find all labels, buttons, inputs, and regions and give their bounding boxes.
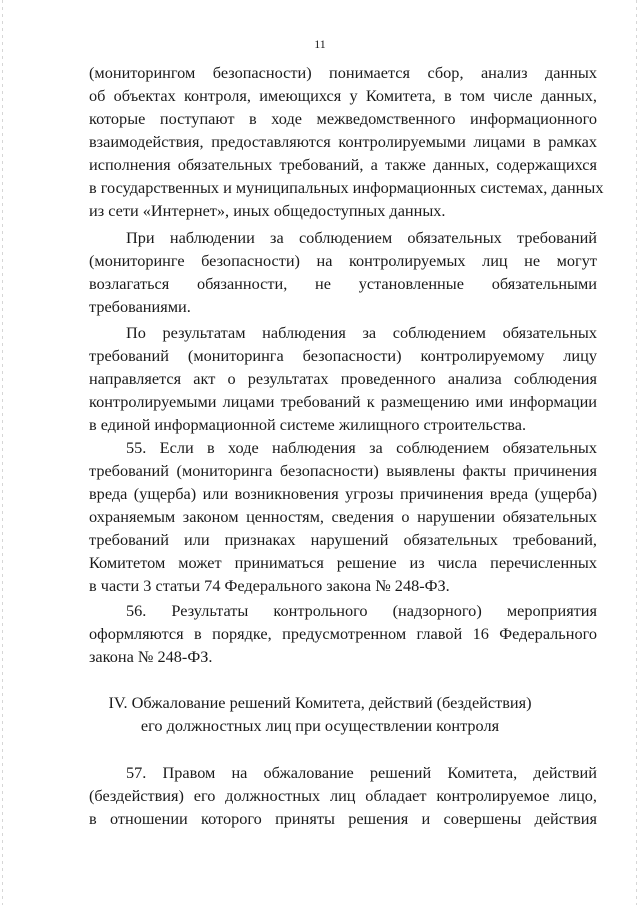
paragraph-55-line-2: требований (мониторинга безопасности) выявлены факты причинения: [89, 461, 597, 480]
paragraph-1-line-2: об объектах контроля, имеющихся у Комитета, в том числе данных,: [89, 86, 597, 105]
paragraph-55-line-3: вреда (ущерба) или возникновения угрозы причинения вреда (ущерба): [89, 484, 597, 503]
paragraph-2-line-2: (мониторинге безопасности) на контролируемых лиц не могут: [89, 251, 597, 270]
paragraph-1-line-7: из сети «Интернет», иных общедоступных данных.: [89, 201, 446, 220]
paragraph-1-line-5: исполнения обязательных требований, а также данных, содержащихся: [89, 155, 597, 174]
paragraph-57-line-3: в отношении которого приняты решения и совершены действия: [89, 809, 597, 828]
paragraph-55-line-5: требований или признаках нарушений обязательных требований,: [89, 530, 597, 549]
scan-edge-right: [636, 0, 637, 905]
paragraph-56-line-1: 56. Результаты контрольного (надзорного) мероприятия: [126, 601, 597, 620]
paragraph-1-line-3: которые поступают в ходе межведомственного информационного: [89, 109, 597, 128]
page-number: 11: [314, 37, 326, 51]
paragraph-3-line-4: контролируемыми лицами требований к размещению ими информации: [89, 392, 597, 411]
paragraph-55-line-6: Комитетом может приниматься решение из числа перечисленных: [89, 553, 597, 572]
paragraph-3-line-5: в единой информационной системе жилищного строительства.: [89, 415, 527, 434]
paragraph-56-line-2: оформляются в порядке, предусмотренном главой 16 Федерального: [89, 624, 597, 643]
section-heading-line-1: IV. Обжалование решений Комитета, действий (бездействия): [108, 693, 532, 712]
paragraph-57-line-1: 57. Правом на обжалование решений Комитета, действий: [126, 763, 597, 782]
paragraph-1-line-1: (мониторингом безопасности) понимается сбор, анализ данных: [89, 63, 597, 82]
scan-edge-left: [2, 0, 3, 905]
paragraph-1-line-6: в государственных и муниципальных информационных системах, данных: [89, 178, 604, 197]
paragraph-2-line-3: возлагаться обязанности, не установленные обязательными: [89, 274, 597, 293]
paragraph-55-line-7: в части 3 статьи 74 Федерального закона № 248-ФЗ.: [89, 576, 450, 595]
paragraph-1-line-4: взаимодействия, предоставляются контролируемыми лицами в рамках: [89, 132, 597, 151]
paragraph-2-line-1: При наблюдении за соблюдением обязательных требований: [126, 228, 597, 247]
paragraph-56-line-3: закона № 248-ФЗ.: [89, 647, 213, 666]
section-heading-line-2: его должностных лиц при осуществлении контроля: [140, 716, 500, 735]
paragraph-57-line-2: (бездействия) его должностных лиц обладает контролируемое лицо,: [89, 786, 597, 805]
paragraph-3-line-1: По результатам наблюдения за соблюдением обязательных: [126, 323, 597, 342]
paragraph-2-line-4: требованиями.: [89, 297, 191, 316]
paragraph-55-line-4: охраняемым законом ценностям, сведения о нарушении обязательных: [89, 507, 597, 526]
paragraph-55-line-1: 55. Если в ходе наблюдения за соблюдением обязательных: [126, 438, 597, 457]
paragraph-3-line-3: направляется акт о результатах проведенного анализа соблюдения: [89, 369, 597, 388]
paragraph-3-line-2: требований (мониторинга безопасности) контролируемому лицу: [89, 346, 597, 365]
